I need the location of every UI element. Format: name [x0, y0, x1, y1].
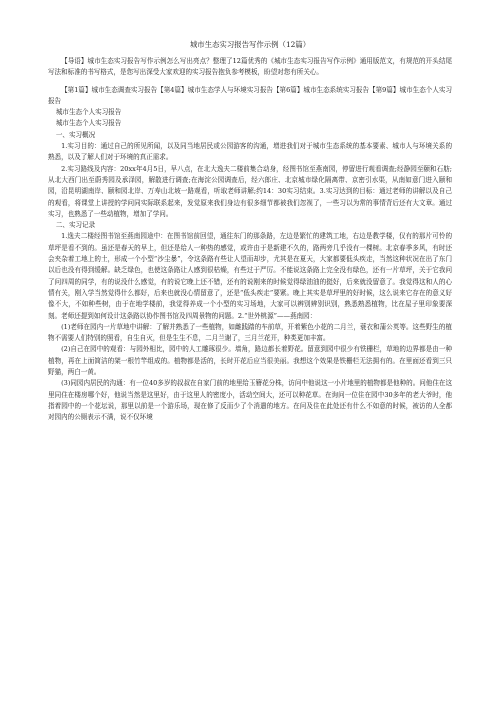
subtitle-2: 城市生态个人实习报告 [55, 119, 122, 128]
section-heading: 二、实习记录 [55, 221, 96, 230]
body-sections [48, 130, 452, 424]
body-paragraph: 2.实习路线及内容：20xx年4月5日，早八点，在北大逸夫二楼前集合动身，经图书馆至燕南园，停留进行观看调查;经静园至颐和石舫;从北大西门出至蔚秀园及承泽园，解散进行调查;在海淀公园调查后，经六郎庄、北京城市绿化隔离带、京密引水渠，从南如意门进入颐和园，沿昆明湖南岸、颐和园北岸、万寿山北坡一路观看，听取老师讲解;约14：30实习结束。3.实习达到的目标：通过老师的讲解以及自己的观看，将课堂上讲授的学问同实际联系起来，发觉原来我们身边有很多细节都被我们忽视了，一些习以为常的事情背后还有大文章。通过实习，也熟悉了一些动植物，增加了学问。 [48, 164, 452, 218]
document-title: 城市生态实习报告写作示例（12篇） [189, 40, 311, 49]
intro-paragraph: 【导语】城市生态实习报告写作示例怎么写出亮点？整理了12篇优秀的《城市生态实习报告写作示例》通用版范文，有规范的开头结尾写法和标准的书写格式，是您写出深受大家欢迎的实习报告抱负参考模板，盼望对您有所关心。 [48, 57, 452, 77]
body-paragraph: (1)老师在园内一片草地中讲解：了解并熟悉了一些植物，如雌践踏的车前草，开着紫色小花的二月兰，蓑衣和蒲公英等。这些野生的植物不需要人们特别的照看，自生自灭，但是生生不息，二月兰谢了，三月兰花开，种类更加丰富。 [48, 322, 452, 343]
body-paragraph: 1.实习目的：通过自己的所见所闻，以及同当地居民或公园游客的沟通，增进我们对于城市生态系统的基本要素、城市人与环境关系的熟悉，以及了解人们对于环境的真正需求。 [48, 142, 452, 162]
body-paragraph: 1.逸夫二楼经图书馆至燕南园途中：在图书馆前回望，通往东门的那条路，左边是繁忙的建筑工地，右边是教学楼，仅有的那片可怜的草坪是看不到的。虽还是春天的早上，但还是给人一种热的感觉，或许由于是新建不久的，路两旁几乎没有一棵树。北京春季多风，有时还会夹杂着工地上的土，形成一个小型“沙尘暴”，令这条路有些让人望而却步，尤其是在夏天，大家都要低头疾走，当然这种状况在出了东门以后也没有得到缓解。缺乏绿色，也使这条路让人感到很枯燥，有些过于严厉。不能说这条路上完全没有绿色，还有一片草坪，关于它我问了问四周的同学，有的说没什么感觉，有的说它晚上还不错，还有的说刚来的时候觉得绿油油的挺好，后来就没留意了。我觉得这和人的心情有关，刚入学当然觉得什么都好，后来也就没心情留意了，还是“低头疾走”要紧。晚上其实是草坪里的好时候，这么说来它存在的意义好像不大，不如种些树，由于在地学楼前，我觉得养成一个小型的实习场地，大家可以辨别辨别识别，熟悉熟悉植物，比在屋子里印象要深刻。老师还提到如何设计这条路以协作图书馆及四周景物的问题。2.“世外桃源”——燕南园： [48, 232, 452, 320]
subtitle-1: 城市生态个人实习报告 [55, 108, 122, 117]
body-paragraph: (3)同园内居民的沟通：有一位40多岁的叔叔在自家门前的地里给玉簪花分株，访问中他说这一小片地里的植物都是他种的。问他住在这里同住在楼房哪个好，他说当然是这里好，由于这里人的密度小，活动空间大，还可以种花草。在询问一位住在园中30多年的老大爷时，他指着园中的一个花坛说，那里以前是一个游乐场，现在修了反而少了个消遣的地方。在问及住在此处还有什么不如意的时候，被访的人全都对园内的公厕表示不满，说不仅环境 [48, 379, 452, 422]
table-of-contents[interactable]: 【第1篇】城市生态调查实习报告【第4篇】城市生态学人与环境实习报告【第6篇】城市生态系统实习报告【第9篇】城市生态个人实习报告 [48, 85, 452, 105]
body-paragraph: (2)自己在园中的观看：与园外相比，园中的人工雕琢很少。墙角，路边都长着野花。留意到园中很少有铁栅栏，草地的边界都是由一种植物，再在上面简洁的架一根竹竿组成的。植物都是活的，长时开花后应当很美丽。我想这个效果是铁栅栏无法拥有的。在里面还看到三只野猫，两白一黄。 [48, 345, 452, 377]
section-heading: 一、实习概况 [55, 130, 96, 139]
